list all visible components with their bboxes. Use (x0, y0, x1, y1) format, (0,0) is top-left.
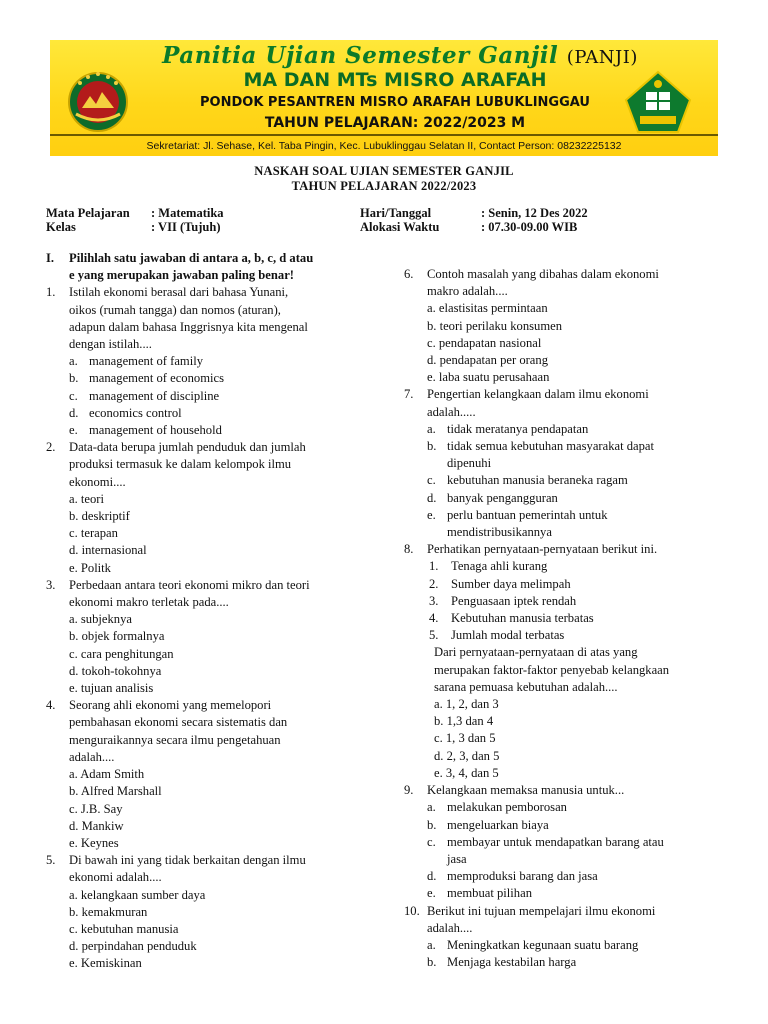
q1-option-e: e. management of household (69, 423, 222, 438)
left-column (46, 250, 362, 973)
document-subtitle: TAHUN PELAJARAN 2022/2023 (291, 179, 477, 193)
q8-statement-5: 5. Jumlah modal terbatas (429, 628, 565, 643)
q9-option-c: c. membayar untuk mendapatkan barang atau jasa (427, 834, 664, 866)
q3-option-d: d. tokoh-tokohnya (69, 663, 162, 678)
q6-option-a: a. elastisitas permintaan (427, 301, 548, 316)
q4-option-a: a. Adam Smith (69, 767, 145, 782)
q6-option-c: c. pendapatan nasional (427, 335, 542, 350)
q9-option-e: e. membuat pilihan (427, 886, 532, 901)
q7-option-b: b. tidak semua kebutuhan masyarakat dapat dipenuhi (427, 439, 655, 471)
q8-statement-4: 4. Kebutuhan manusia terbatas (429, 611, 594, 626)
q5-option-e: e. Kemiskinan (69, 956, 142, 971)
q7-option-e: e. perlu bantuan pemerintah untuk mendistribusikannya (427, 507, 608, 540)
question-4: 4. Seorang ahli ekonomi yang memelopori pembahasan ekonomi secara sistematis dan menguraikannya secara ilmu pengetahuan adalah.... (46, 698, 288, 764)
q2-option-e: e. Politk (69, 560, 111, 575)
q6-option-d: d. pendapatan per orang (427, 353, 548, 368)
secretariat-contact: Sekretariat: Jl. Sehase, Kel. Taba Pingin, Kec. Lubuklinggau Selatan II, Contact Person: 08232225132 (146, 140, 622, 152)
q1-option-d: d. economics control (69, 405, 182, 420)
day-value: : Senin, 12 Des 2022 (481, 206, 588, 220)
q7-option-d: d. banyak pengangguran (427, 490, 558, 505)
question-8: 8. Perhatikan pernyataan-pernyataan berikut ini. (404, 542, 658, 557)
class-value: : VII (Tujuh) (151, 220, 221, 234)
q9-option-b: b. mengeluarkan biaya (427, 817, 549, 832)
q3-option-e: e. tujuan analisis (69, 681, 154, 696)
q2-option-a: a. teori (69, 491, 104, 506)
school-name: MA DAN MTs MISRO ARAFAH (243, 69, 547, 91)
q8-option-b: b. 1,3 dan 4 (434, 714, 494, 729)
question-9: 9. Kelangkaan memaksa manusia untuk... (404, 783, 625, 798)
question-10: 10. Berikut ini tujuan mempelajari ilmu ekonomi adalah.... (404, 903, 656, 935)
q3-option-b: b. objek formalnya (69, 629, 165, 644)
q6-option-b: b. teori perilaku konsumen (427, 318, 563, 333)
q2-option-b: b. deskriptif (69, 509, 130, 524)
q2-option-d: d. internasional (69, 543, 147, 558)
q8-option-d: d. 2, 3, dan 5 (434, 748, 500, 763)
subject-label: Mata Pelajaran (46, 206, 130, 220)
academic-year: TAHUN PELAJARAN: 2022/2023 M (264, 115, 526, 131)
header-banner (50, 40, 718, 156)
q8-statement-2: 2. Sumber daya melimpah (429, 576, 571, 591)
right-column (404, 266, 722, 971)
q1-option-b: b. management of economics (69, 371, 224, 386)
question-6: 6. Contoh masalah yang dibahas dalam ekonomi makro adalah.... (404, 267, 659, 299)
class-label: Kelas (46, 220, 76, 234)
question-7: 7. Pengertian kelangkaan dalam ilmu ekonomi adalah..... (404, 387, 649, 419)
q8-option-a: a. 1, 2, dan 3 (434, 697, 499, 712)
subject-value: : Matematika (151, 206, 224, 220)
question-2: 2. Data-data berupa jumlah penduduk dan jumlah produksi termasuk ke dalam kelompok ilmu ekonomi.... (46, 440, 306, 489)
question-5: 5. Di bawah ini yang tidak berkaitan dengan ilmu ekonomi adalah.... (46, 853, 306, 885)
committee-title: Panitia Ujian Semester Ganjil (PANJI) (162, 42, 638, 69)
q8-statement-1: 1. Tenaga ahli kurang (429, 559, 548, 574)
q3-option-c: c. cara penghitungan (69, 646, 174, 661)
q4-option-c: c. J.B. Say (69, 801, 123, 816)
time-value: : 07.30-09.00 WIB (481, 220, 578, 234)
q5-option-a: a. kelangkaan sumber daya (69, 887, 206, 902)
q8-option-e: e. 3, 4, dan 5 (434, 765, 499, 780)
q8-option-c: c. 1, 3 dan 5 (434, 731, 496, 746)
q1-option-a: a. management of family (69, 354, 204, 369)
q7-option-a: a. tidak meratanya pendapatan (427, 421, 589, 436)
section-instruction: I. Pilihlah satu jawaban di antara a, b, c, d atau e yang merupakan jawaban paling benar! (46, 251, 314, 283)
banner-divider (50, 134, 718, 136)
q8-statement-3: 3. Penguasaan iptek rendah (429, 593, 577, 608)
q2-option-c: c. terapan (69, 526, 118, 541)
q4-option-e: e. Keynes (69, 835, 119, 850)
question-3: 3. Perbedaan antara teori ekonomi mikro dan teori ekonomi makro terletak pada.... (46, 577, 310, 610)
q5-option-c: c. kebutuhan manusia (69, 921, 179, 936)
q10-option-b: b. Menjaga kestabilan harga (427, 955, 577, 970)
question-1: 1. Istilah ekonomi berasal dari bahasa Yunani, oikos (rumah tangga) dan nomos (aturan), adapun dalam bahasa Inggrisnya kita mengenal dengan istilah.... (46, 285, 308, 352)
q3-option-a: a. subjeknya (69, 612, 132, 627)
q9-option-d: d. memproduksi barang dan jasa (427, 869, 598, 884)
q4-option-b: b. Alfred Marshall (69, 784, 162, 799)
q4-option-d: d. Mankiw (69, 818, 124, 833)
ministry-logo-icon (622, 70, 694, 134)
pesantren-name: PONDOK PESANTREN MISRO ARAFAH LUBUKLINGGAU (200, 95, 590, 110)
q5-option-d: d. perpindahan penduduk (69, 939, 197, 954)
q9-option-a: a. melakukan pemborosan (427, 800, 567, 815)
day-label: Hari/Tanggal (360, 206, 432, 220)
q5-option-b: b. kemakmuran (69, 904, 148, 919)
q6-option-e: e. laba suatu perusahaan (427, 370, 550, 385)
q10-option-a: a. Meningkatkan kegunaan suatu barang (427, 937, 639, 952)
time-label: Alokasi Waktu (360, 220, 440, 234)
q8-stem: Dari pernyataan-pernyataan di atas yang merupakan faktor-faktor penyebab kelangkaan sarana pemuasa kebutuhan adalah.... (434, 645, 670, 694)
q1-option-c: c. management of discipline (69, 388, 220, 403)
school-logo-icon (64, 68, 132, 132)
document-title: NASKAH SOAL UJIAN SEMESTER GANJIL (254, 164, 514, 178)
q7-option-c: c. kebutuhan manusia beraneka ragam (427, 473, 628, 488)
